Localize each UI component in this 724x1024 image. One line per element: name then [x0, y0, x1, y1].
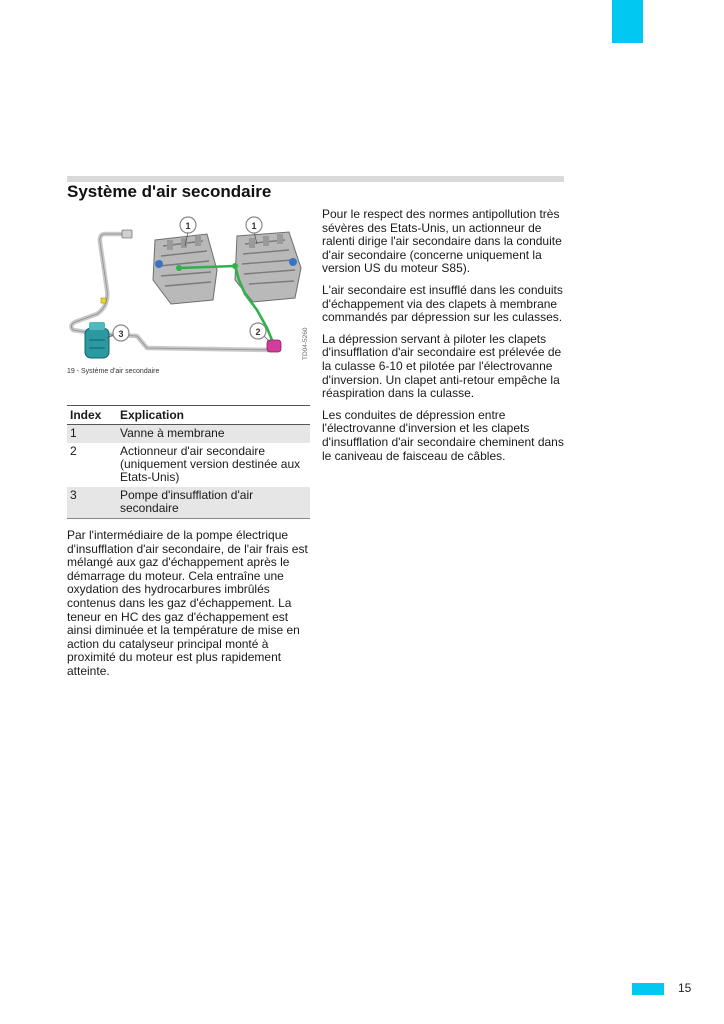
svg-text:3: 3 [118, 329, 124, 339]
svg-text:2: 2 [255, 327, 261, 337]
table-header-index: Index [67, 406, 117, 425]
legend-table [67, 405, 310, 519]
table-header-explanation: Explication [117, 406, 310, 425]
table-row [67, 443, 310, 487]
svg-text:1: 1 [251, 221, 257, 231]
row-index: 2 [70, 444, 77, 458]
table-header-row [67, 406, 310, 425]
right-column [322, 208, 566, 471]
row-index: 1 [67, 425, 117, 444]
table-row [67, 487, 310, 519]
right-paragraph-3: La dépression servant à piloter les clapets d'insufflation d'air secondaire est prélevée de la culasse 6-10 et pilotée par l'électrovanne d'inversion. Un clapet anti-retour empêche la réaspiration dans la culasse. [322, 331, 562, 401]
page-accent-tab [632, 983, 664, 995]
page-number: 15 [678, 981, 692, 995]
row-explanation: Actionneur d'air secondaire (uniquement version destinée aux Etats-Unis) [120, 444, 301, 484]
secondary-air-actuator [267, 340, 281, 352]
secondary-air-system-illustration [67, 210, 312, 368]
figure-code: TD04-5260 [302, 327, 309, 360]
right-paragraph-2: L'air secondaire est insufflé dans les conduits d'échappement via des clapets à membrane commandés par dépression sur les culasses. [322, 282, 563, 325]
air-pump [85, 322, 109, 358]
right-paragraph-4: Les conduites de dépression entre l'électrovanne d'inversion et les clapets d'insufflation d'air secondaire cheminent dans le caniveau de faisceau de câbles. [322, 407, 564, 463]
section-title: Système d'air secondaire [67, 182, 272, 201]
table-row [67, 425, 310, 444]
row-explanation: Pompe d'insufflation d'air secondaire [117, 487, 310, 519]
row-index: 3 [67, 487, 117, 519]
svg-text:1: 1 [185, 221, 191, 231]
top-accent-tab [612, 0, 643, 43]
figure-caption: 19 - Système d'air secondaire [67, 368, 160, 375]
left-body-paragraph: Par l'intermédiaire de la pompe électrique d'insufflation d'air secondaire, de l'air frais est mélangé aux gaz d'échappement après le démarrage du moteur. Cela entraîne une oxydation des hydrocarbures imbrûlés contenus dans les gaz d'échappement. La teneur en HC des gaz d'échappement est ainsi diminuée et la température de mise en action du catalyseur principal monté à proximité du moteur est plus rapidement atteinte. [67, 528, 308, 678]
row-explanation: Vanne à membrane [117, 425, 310, 444]
right-paragraph-1: Pour le respect des normes antipollution très sévères des Etats-Unis, un actionneur de ralenti dirige l'air secondaire dans la conduite d'air secondaire (concerne uniquement la version US du moteur S85). [322, 207, 562, 276]
